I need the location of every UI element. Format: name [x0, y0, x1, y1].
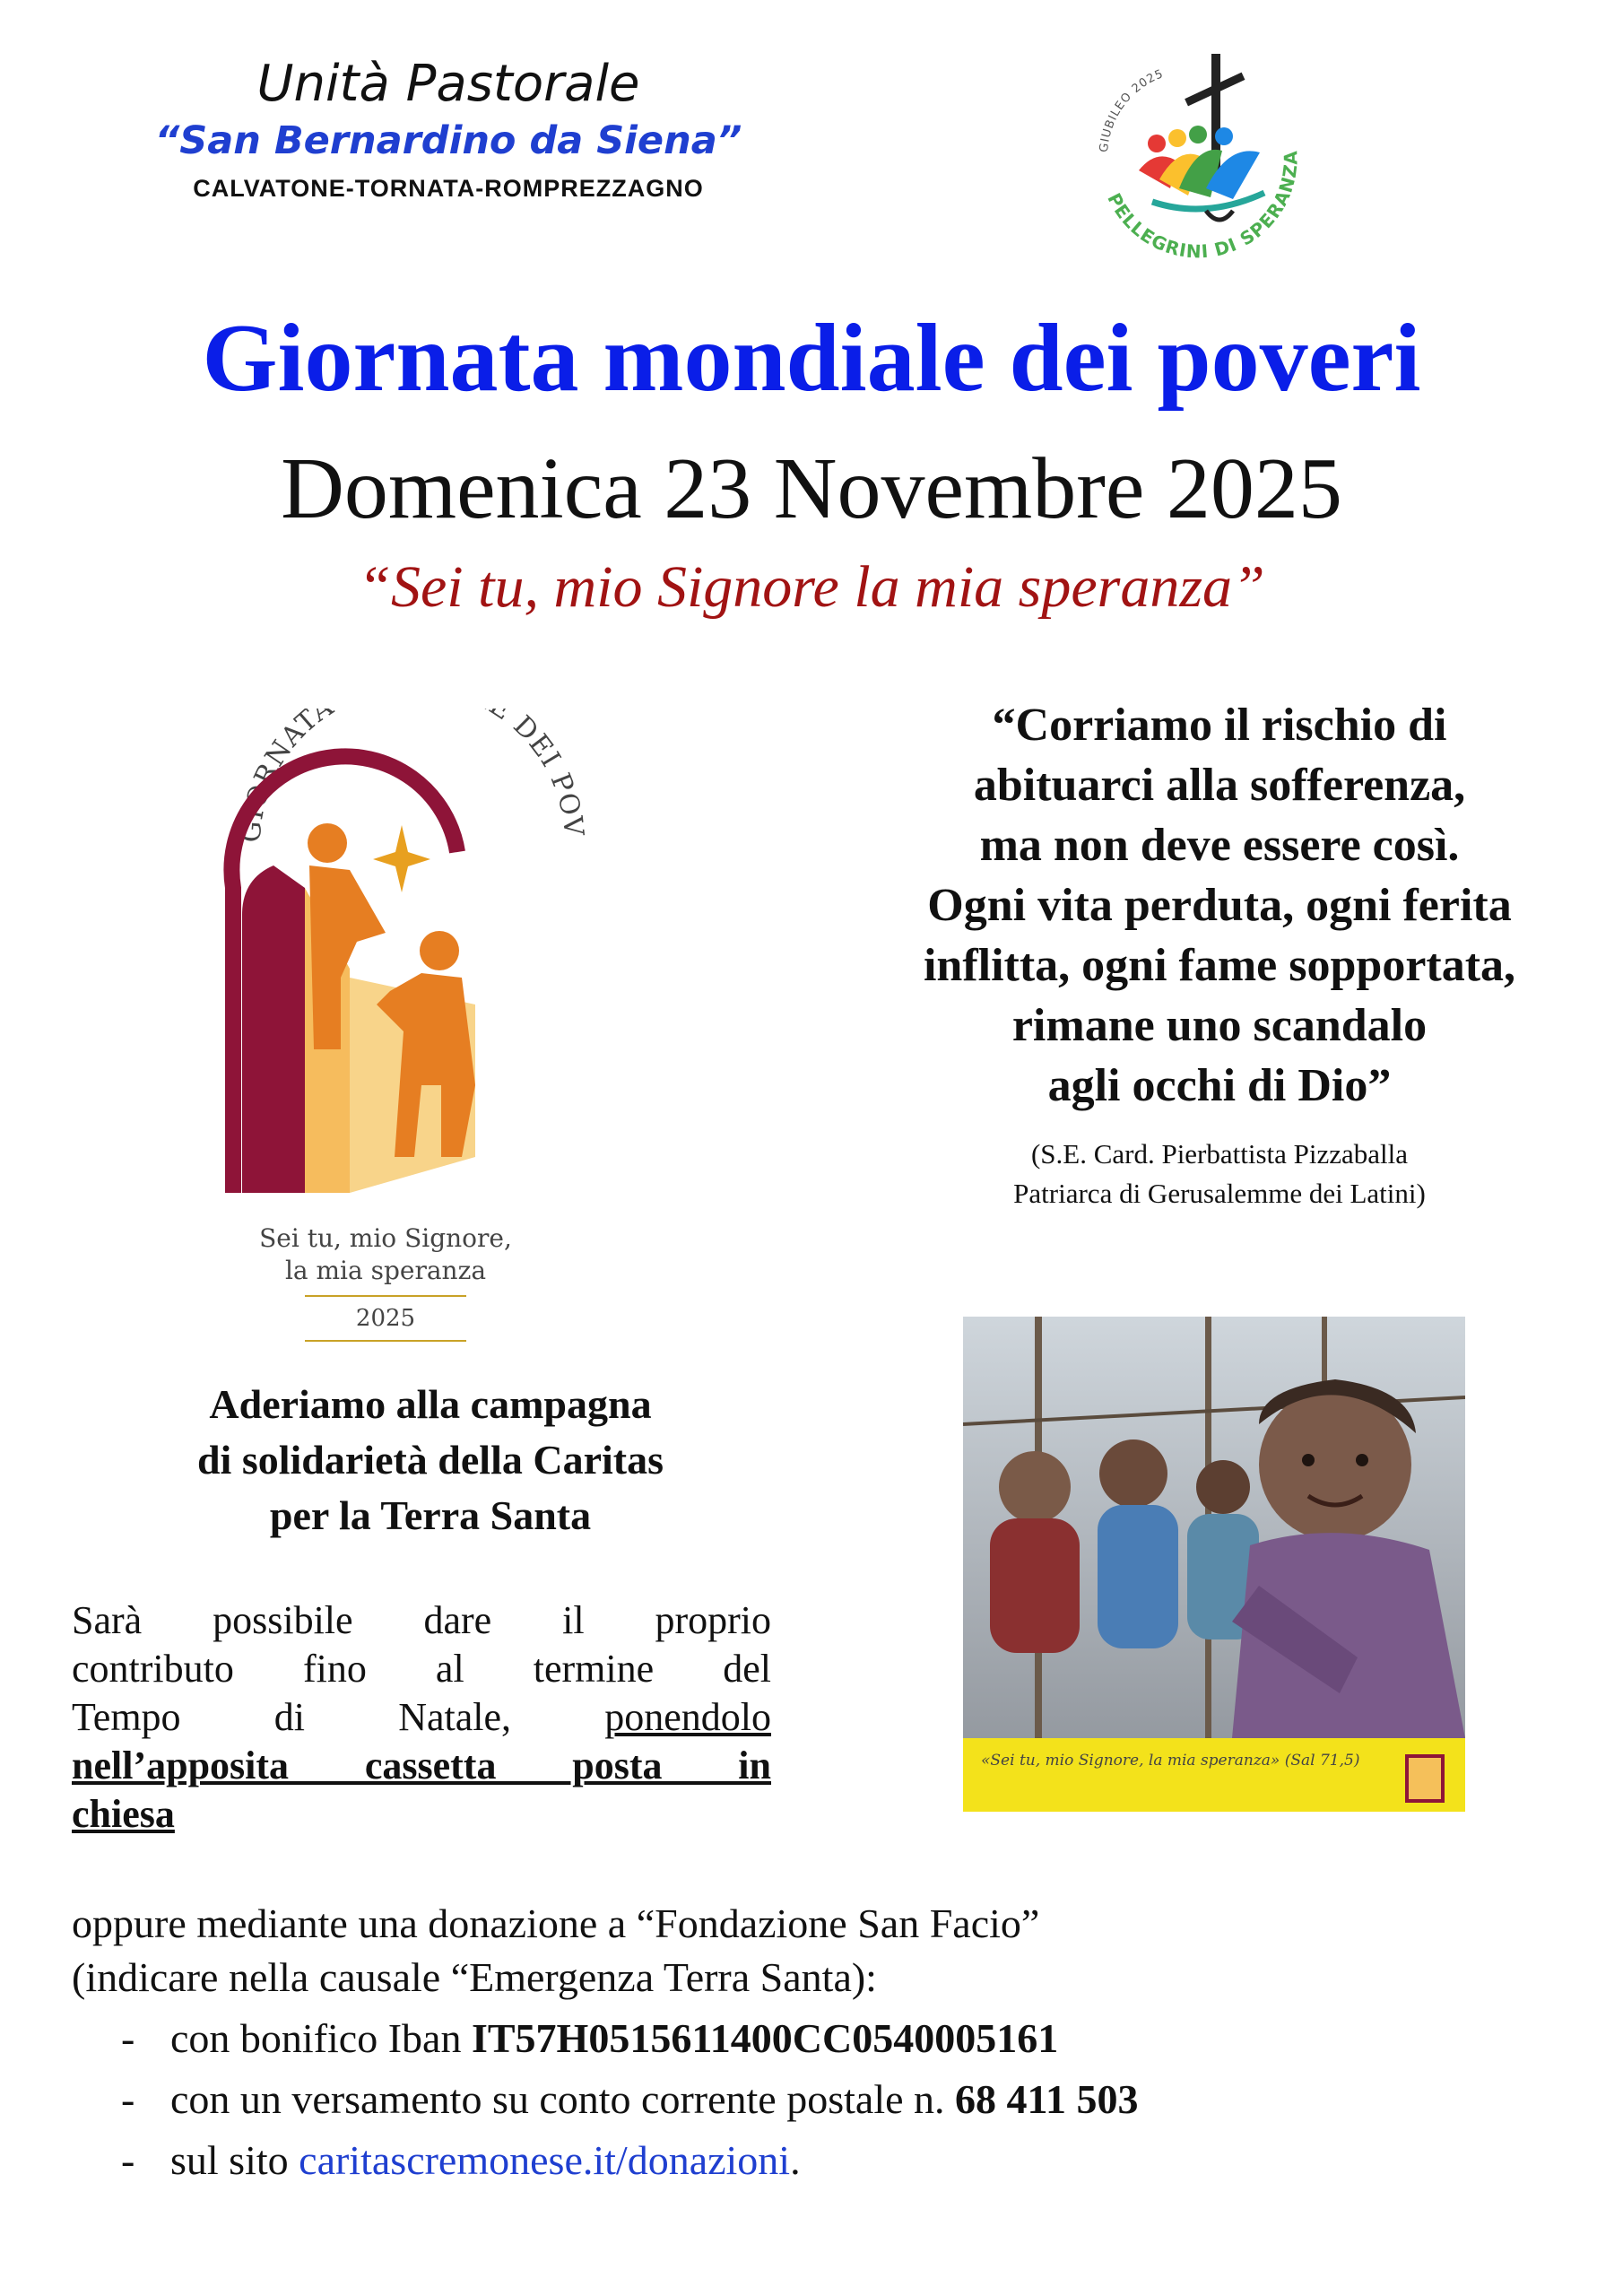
- donation-item-postal: [72, 2073, 1596, 2126]
- website-prefix: sul sito: [170, 2137, 289, 2183]
- donation-line-2: (indicare nella causale “Emergenza Terra Santa):: [72, 1954, 877, 2000]
- quote-line: Ogni vita perduta, ogni ferita: [927, 880, 1512, 931]
- photo-caption: «Sei tu, mio Signore, la mia speranza» (Sal 71,5): [981, 1752, 1360, 1770]
- quote-line: agli occhi di Dio”: [1047, 1060, 1392, 1111]
- quote-line: rimane uno scandalo: [1011, 1000, 1428, 1051]
- quote-source-line-2: Patriarca di Gerusalemme dei Latini): [1013, 1178, 1426, 1209]
- jubilee-top-text: GIUBILEO 2025: [1097, 66, 1166, 153]
- dash-marker: -: [121, 2015, 135, 2061]
- donation-item-iban: [72, 2012, 1596, 2066]
- quote-line: inflitta, ogni fame sopportata,: [923, 940, 1516, 991]
- donation-website-link[interactable]: caritascremonese.it/donazioni: [299, 2137, 791, 2183]
- contribution-line-3: [72, 1693, 771, 1742]
- iban-prefix: con bonifico Iban: [170, 2015, 462, 2061]
- campaign-line-1: Aderiamo alla campagna: [209, 1381, 652, 1427]
- donation-item-website: [72, 2134, 1596, 2187]
- world-day-of-the-poor-logo-icon: [206, 709, 619, 1354]
- cardinal-quote: [861, 695, 1578, 1116]
- dash-marker: -: [121, 2137, 135, 2183]
- campaign-line-3: per la Terra Santa: [269, 1492, 592, 1538]
- website-suffix: .: [790, 2137, 801, 2183]
- contribution-line-1: Sarà possibile dare il proprio: [72, 1598, 771, 1642]
- campaign-heading: [54, 1377, 807, 1544]
- page-title: Giornata mondiale dei poveri: [202, 305, 1421, 412]
- contribution-line-4: nell’apposita cassetta posta in: [72, 1744, 771, 1787]
- postal-account-value: 68 411 503: [955, 2076, 1139, 2122]
- quote-line: abituarci alla sofferenza,: [973, 760, 1466, 811]
- org-line-3: CALVATONE-TORNATA-ROMPREZZAGNO: [193, 175, 704, 202]
- wdp-caption-line-1: Sei tu, mio Signore,: [259, 1223, 512, 1253]
- event-date: Domenica 23 Novembre 2025: [281, 440, 1342, 537]
- wdp-arc-text: GIORNATA DEI POV: [235, 709, 590, 844]
- dash-marker: -: [121, 2076, 135, 2122]
- quote-line: “Corriamo il rischio di: [992, 700, 1447, 751]
- wdp-year: 2025: [355, 1305, 416, 1332]
- parish-header: [54, 54, 843, 206]
- iban-value: IT57H0515611400CC0540005161: [471, 2015, 1059, 2061]
- org-line-1: Unità Pastorale: [256, 55, 640, 113]
- child-photo-image: [963, 1317, 1465, 1812]
- quote-source: [861, 1135, 1578, 1213]
- donation-info: [72, 1897, 1596, 2187]
- org-line-2: “San Bernardino da Siena”: [154, 118, 742, 163]
- campaign-line-2: di solidarietà della Caritas: [196, 1437, 664, 1483]
- contribution-paragraph: [72, 1596, 771, 1839]
- contribution-line-5: chiesa: [72, 1792, 175, 1836]
- event-motto: “Sei tu, mio Signore la mia speranza”: [358, 554, 1265, 620]
- postal-prefix: con un versamento su conto corrente postale n.: [170, 2076, 945, 2122]
- quote-source-line-1: (S.E. Card. Pierbattista Pizzaballa: [1030, 1138, 1409, 1170]
- contribution-line-3-plain: Tempo di Natale,: [72, 1695, 512, 1739]
- contribution-line-3-underlined: ponendolo: [604, 1695, 771, 1739]
- jubilee-ring-text: PELLEGRINI DI SPERANZA: [1103, 150, 1302, 263]
- wdp-caption-line-2: la mia speranza: [284, 1256, 487, 1285]
- jubilee-2025-logo-icon: [1072, 45, 1314, 287]
- contribution-line-2: contributo fino al termine del: [72, 1647, 771, 1691]
- quote-line: ma non deve essere così.: [979, 820, 1460, 871]
- donation-line-1: oppure mediante una donazione a “Fondazione San Facio”: [72, 1900, 1040, 1946]
